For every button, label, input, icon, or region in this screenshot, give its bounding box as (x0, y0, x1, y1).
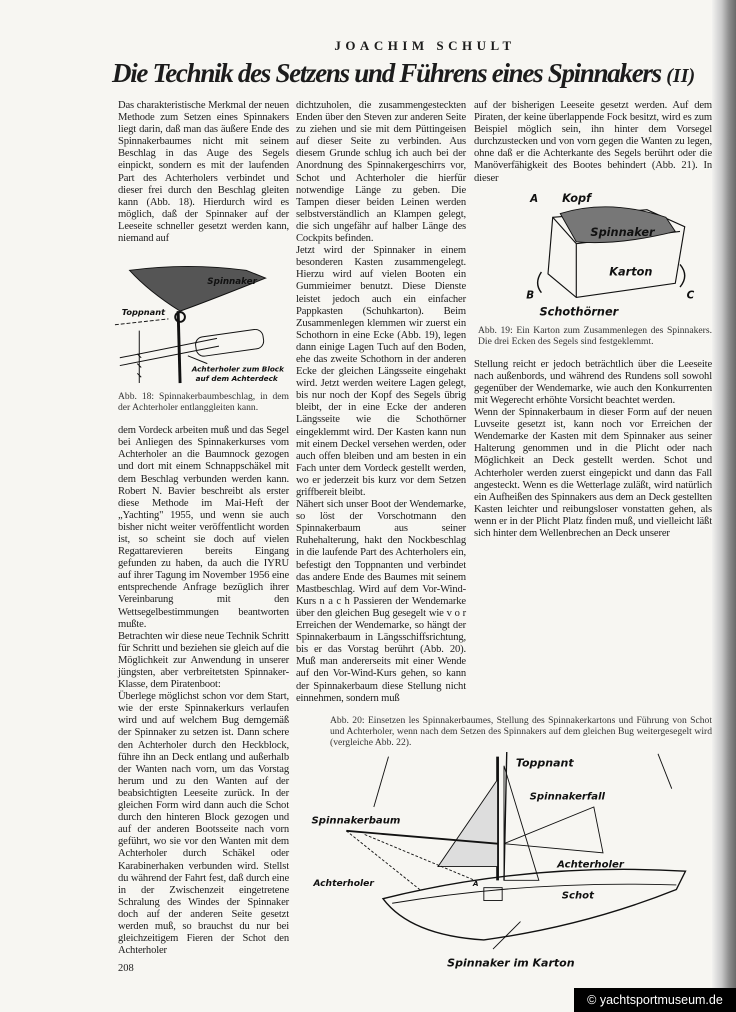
label-a: A (472, 878, 479, 888)
label-spinnaker: Spinnaker (207, 277, 257, 288)
figure-20 (296, 752, 712, 972)
label-spinnakerfall: Spinnakerfall (529, 791, 605, 803)
label-spinnaker-im-karton: Spinnaker im Karton (447, 956, 575, 970)
label-achterholer-right: Achterholer (557, 859, 624, 871)
label-schothoerner: Schothörner (539, 304, 619, 318)
page-number: 208 (118, 963, 134, 975)
figure-18-caption: Abb. 18: Spinnakerbaumbeschlag, in dem der Achterholer entlanggleiten kann. (118, 391, 289, 414)
label-spinnakerbaum: Spinnakerbaum (311, 815, 401, 827)
spinnaker-box-drawing (524, 189, 704, 321)
article-title (112, 58, 712, 89)
title-text: Die Technik des Setzens und Führens eines Spinnakers (112, 58, 661, 88)
right-area (296, 100, 712, 972)
paragraph: Das charakteristische Merkmal der neuen Methode zum Setzen eines Spinnakers liegt darin, daß man das äußere Ende des Spinnakerbaumes nicht mit seinem Beschlag in das Auge des Segels einpickt, sondern es mit der laufenden Part des Achterholers verbindet und dieser frei durch den Beschlag gleiten kann (Abb. 18). Hierdurch wird es möglich, daß der Spinnaker auf der Leeseite schneller gesetzt werden kann, niemand auf (118, 100, 289, 245)
label-c: C (686, 289, 695, 302)
figure-19 (524, 189, 704, 321)
title-part: (II) (666, 65, 696, 87)
paragraph: Wenn der Spinnakerbaum in dieser Form auf der neuen Luvseite gesetzt ist, kann noch vor Erreichen der Wendemarke der Kasten mit dem Spinnaker aus seiner Halterung genommen und in die Plicht oder nach Möglichkeit an Deck gestellt werden. Schot und Achterholer werden zuerst eingepickt und dann das Fall angesteckt. Wenn es die Wetterlage zuläßt, wird natürlich ein Aufheißen des Spinnakers aus dem an Deck gestellten Kasten leichter und reibungsloser vonstatten gehen, als wenn er in der Plicht Platz finden muß, und vielleicht läßt sich hinter dem Wellenbrechen an Deck unserer (474, 407, 712, 539)
column3-block2 (474, 359, 712, 540)
label-achterholer-2: auf dem Achterdeck (195, 374, 278, 384)
label-karton: Karton (609, 265, 653, 279)
figure-18 (110, 247, 290, 385)
watermark-banner: © yachtsportmuseum.de (574, 988, 736, 1012)
label-schot: Schot (561, 890, 594, 902)
paragraph: dem Vordeck arbeiten muß und das Segel bei Anliegen des Spinnakerkurses vom Achterholer an die Baumnock gezogen und dort mit einem Schnappschäkel mit dem Beschlag verbunden werden kann. Robert N. Bavier beschreibt als erster diese Methode im Mai-Heft der „Yachting" 1955, und wenn sie auch bisher nicht weiter veröffentlicht worden ist, so scheint sie doch auf vielen Regattarevieren bereits Eingang gefunden zu haben, da auch die IYRU auf ihrer Tagung im November 1956 eine entsprechende Anfrage bezüglich ihrer Vereinbarung mit den Wettsegelbestimmungen beantworten mußte. (118, 425, 289, 630)
author: JOACHIM SCHULT (334, 38, 516, 53)
paragraph: dichtzuholen, die zusammengesteckten Enden über den Steven zur anderen Seite zu ziehen und sie mit dem Püttingeisen auf dieser Seite zu verbinden. Aus diesem Grunde schlug ich auch bei der Anordnung des Spinnakergeschirrs vor, Schot und Achterholer die hierfür notwendige Länge zu geben. Die Tampen dieser beiden Leinen werden selbstverständlich an Klampen gelegt, die sich ungefähr auf halber Länge des Cockpits befinden. (296, 100, 466, 245)
spinnaker-boom-fitting-drawing (110, 247, 290, 385)
paragraph: Jetzt wird der Spinnaker in einem besonderen Kasten zusammengelegt. Hierzu wird auf vielen Booten ein Gummieimer benutzt. Diese Dienste leistet jedoch auch ein einfacher Pappkasten (Schuhkarton). Beim Zusammenlegen klemmen wir zuerst ein Schothorn in eine Ecke (Abb. 19), legen dann einige Lagen Tuch auf den Boden, ehe das zweite Schothorn in der anderen Ecke der gleichen Längsseite eingehakt wird. Jetzt werden weitere Lagen gelegt, bis nur noch der Kopf des Segels übrig bleibt, der in eine Ecke der anderen Längsseite wie die Schothörner eingeklemmt wird. Der Kasten kann nun mit einem Deckel versehen werden, oder auch offen bleiben und am besten in ein Fach unter dem Vordeck gestellt werden, wo er jederzeit bis kurz vor dem Setzen griffbereit bleibt. (296, 245, 466, 498)
label-achterholer-left: Achterholer (313, 877, 374, 889)
label-achterholer-1: Achterholer zum Block (191, 364, 284, 374)
paragraph: Betrachten wir diese neue Technik Schritt für Schritt und beziehen sie gleich auf die Möglichkeit zur Anwendung in unserer jüngsten, aber verbreitetsten Spinnaker-Klasse, dem Piratenboot: (118, 630, 289, 691)
label-toppnant: Toppnant (121, 307, 166, 318)
column1-block2 (118, 425, 289, 957)
paragraph: Stellung reicht er jedoch beträchtlich über die Leeseite nach außenbords, und während des Rundens soll sowohl gegenüber der Wendemarke, wie auch den Konkurrenten mit Wegerecht erhöhte Vorsicht beachtet werden. (474, 358, 712, 406)
column3 (474, 100, 712, 705)
book-binding-shadow (712, 0, 736, 1012)
label-spinnaker: Spinnaker (590, 225, 655, 239)
label-b: B (526, 289, 535, 302)
label-a: A (530, 192, 539, 205)
paragraph: auf der bisherigen Leeseite gesetzt werden. Auf dem Piraten, der keine überlappende Fock besitzt, wird es zum Beispiel möglich sein, ihn hinter dem Vorsegel durchzustecken und von vorn gegen die Wanten zu legen, ohne daß er die Achterkante des Segels berührt oder die Manöverfähigkeit des Bootes behindert (Abb. 21). In dieser (474, 100, 712, 184)
column1 (118, 100, 289, 974)
sailboat-spinnaker-setup-drawing (296, 752, 712, 972)
figure-20-caption: Abb. 20: Einsetzen les Spinnakerbaumes, Stellung des Spinnakerkartons und Führung von Schot und Achterholer, wenn nach dem Setzen des Spinnakers auf dem gleichen Bug weitergesegelt wird (vergleiche Abb. 22). (330, 714, 712, 748)
paragraph: Nähert sich unser Boot der Wendemarke, so löst der Vorschotmann den Spinnakerbaum aus seiner Ruhehalterung, hakt den Nockbeschlag in die laufende Part des Achterholers ein, befestigt den Toppnanten und verbindet das andere Ende des Baumes mit seinem Mastbeschlag. Wird auf dem Vor-Wind-Kurs n a c h Passieren der Wendemarke über den gleichen Bug gesegelt wie v o r Erreichen der Wendemarke, so hängt der Spinnakerbaum in Längsschiffsrichtung, bis er das Vorstag berührt (Abb. 20). Muß man andererseits mit einer Wende auf den Vor-Wind-Kurs gehen, so kann der Spinnakerbaum diese Stellung nicht einnehmen, sondern muß (296, 499, 466, 704)
column3-block1 (474, 100, 712, 185)
columns-2-3 (296, 100, 712, 705)
column2 (296, 100, 466, 705)
column1-block1 (118, 100, 289, 245)
paragraph: Überlege möglichst schon vor dem Start, wie der erste Spinnakerkurs verlaufen wird und auf welchem Bug demgemäß der Spinnaker zu setzen ist. Dann schere den Achterholer durch den Heckblock, führe ihn an Deck entlang und außerhalb der Wanten nach vorn, um das Vorstag herum und zu den Wanten auf der beabsichtigten Leeseite zurück. In der gleichen Form wird dann auch die Schot durch den hinteren Block gezogen und auf der anderen Bootsseite nach vorn geführt, wo sie vor den Wanten mit dem Achterholer durch Schäkel oder Karabinerhaken verbunden wird. Stellst du während der Fahrt fest, daß durch eine in der Zwischenzeit eingetretene Schralung des Windes der Spinnaker doch auf der anderen Seite gesetzt werden muß, so brauchst du nur bei gleichzeitigem Fieren der Schot den Achterholer (118, 691, 289, 957)
label-toppnant: Toppnant (515, 756, 574, 770)
figure-19-caption: Abb. 19: Ein Karton zum Zusammenlegen des Spinnakers. Die drei Ecken des Segels sind festgeklemmt. (478, 324, 712, 347)
label-kopf: Kopf (562, 191, 592, 205)
